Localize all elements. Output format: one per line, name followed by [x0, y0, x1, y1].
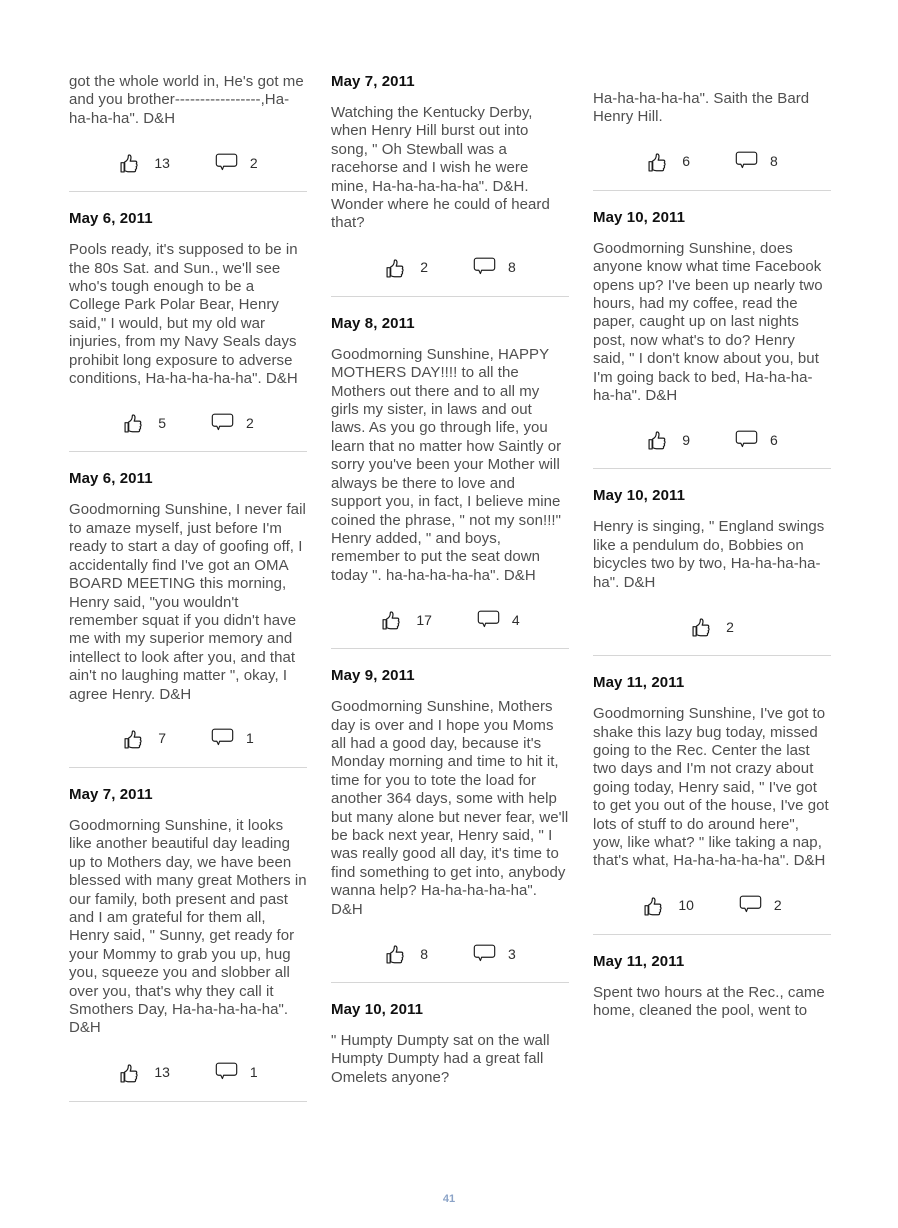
- post: [593, 953, 831, 1021]
- post-text: Henry is singing, " England swings like a pendulum do, Bobbies on bicycles two by two, Ha-ha-ha-ha-ha". D&H: [593, 518, 825, 591]
- column-2: [331, 73, 569, 1102]
- comment-stat: [734, 428, 778, 452]
- post: [593, 90, 831, 175]
- post-text: Ha-ha-ha-ha-ha". Saith the Bard Henry Hill.: [593, 90, 810, 126]
- post: [69, 786, 307, 1086]
- like-stat: [122, 409, 166, 436]
- post-stats: [593, 426, 831, 453]
- comment-count: 2: [773, 897, 782, 914]
- post-stats: [69, 409, 307, 436]
- comment-bubble-icon: [210, 411, 235, 435]
- comment-stat: [476, 608, 520, 632]
- post-divider: [69, 191, 307, 192]
- page-number: 41: [442, 1193, 456, 1205]
- comment-stat: [210, 726, 254, 750]
- post-divider: [331, 982, 569, 983]
- comment-count: 6: [770, 431, 778, 448]
- comment-bubble-icon: [210, 726, 235, 750]
- post-text: Pools ready, it's supposed to be in the 80s Sat. and Sun., we'll see who's tough enough to be a College Park Polar Bear, Henry said," I would, but my old war injuries, from my Navy Seals days prohibit long exposure to adverse conditions, Ha-ha-ha-ha-ha". D&H: [69, 241, 298, 388]
- post-date: May 7, 2011: [331, 73, 415, 90]
- post: [331, 667, 569, 967]
- like-count: 5: [158, 414, 166, 431]
- like-count: 8: [420, 945, 428, 962]
- comment-bubble-icon: [734, 149, 759, 173]
- comment-count: 3: [508, 945, 516, 962]
- post-text: Spent two hours at the Rec., came home, cleaned the pool, went to: [593, 983, 825, 1020]
- thumbs-up-icon: [384, 940, 409, 967]
- like-count: 10: [678, 897, 694, 914]
- comment-bubble-icon: [214, 151, 239, 175]
- post-date: May 10, 2011: [593, 208, 686, 226]
- post-stats: [69, 725, 307, 752]
- post-divider: [593, 190, 831, 191]
- post-stats: [69, 149, 307, 176]
- comment-count: 4: [511, 611, 520, 628]
- comment-count: 8: [508, 259, 516, 276]
- post: [331, 315, 569, 633]
- comment-stat: [214, 1060, 258, 1084]
- post-date: May 11, 2011: [593, 952, 685, 970]
- post-date: May 10, 2011: [593, 487, 686, 505]
- like-stat: [690, 613, 734, 640]
- thumbs-up-icon: [642, 892, 667, 919]
- comment-bubble-icon: [472, 942, 497, 966]
- comment-stat: [734, 149, 778, 173]
- like-stat: [118, 1059, 170, 1086]
- post-stats: [331, 254, 569, 281]
- comment-stat: [472, 255, 516, 279]
- post: [69, 210, 307, 436]
- post-divider: [69, 451, 307, 452]
- like-count: 2: [726, 618, 734, 635]
- post-date: May 6, 2011: [69, 470, 153, 488]
- post-divider: [593, 468, 831, 469]
- thumbs-up-icon: [646, 148, 671, 175]
- post-text: Goodmorning Sunshine, Mothers day is over and I hope you Moms all had a good day, because it's Monday morning and time to hit it, time for you to tote the load for another 364 days, some with help but many alone but never fear, we'll be back next year, Henry said, " I was really good all day, it's time to find something to get into, anybody wanna help? Ha-ha-ha-ha-ha". D&H: [331, 698, 569, 918]
- comment-count: 2: [246, 414, 254, 431]
- post: [593, 674, 831, 919]
- comment-bubble-icon: [476, 608, 501, 632]
- post: [69, 470, 307, 751]
- post-text: Goodmorning Sunshine, I've got to shake this lazy bug today, missed going to the Rec. Center the last two days and I'm not crazy about going today, Henry said, " I've got to get you out of the house, I've got lots of stuff to do around here", yow, like what? " like taking a nap, that's what, Ha-ha-ha-ha-ha". D&H: [593, 705, 829, 870]
- thumbs-up-icon: [384, 254, 409, 281]
- like-count: 2: [420, 259, 428, 276]
- comment-count: 2: [249, 154, 258, 171]
- post-divider: [69, 767, 307, 768]
- post-stats: [69, 1059, 307, 1086]
- comment-count: 8: [770, 153, 778, 170]
- post-date: May 9, 2011: [331, 667, 415, 685]
- thumbs-up-icon: [690, 613, 715, 640]
- post: [593, 209, 831, 454]
- post: [331, 1001, 569, 1087]
- comment-count: 1: [249, 1064, 258, 1081]
- post: [331, 73, 569, 281]
- like-stat: [380, 606, 432, 633]
- comment-bubble-icon: [734, 428, 759, 452]
- like-stat: [642, 892, 694, 919]
- post-date: May 8, 2011: [331, 314, 415, 332]
- like-stat: [384, 254, 428, 281]
- column-3: [593, 73, 831, 1102]
- comment-stat: [210, 411, 254, 435]
- like-count: 17: [416, 611, 432, 628]
- like-count: 9: [682, 431, 690, 448]
- post-text: " Humpty Dumpty sat on the wall Humpty Dumpty had a great fall Omelets anyone?: [331, 1032, 550, 1086]
- post-date: May 11, 2011: [593, 674, 685, 692]
- post-divider: [593, 655, 831, 656]
- post-date: May 6, 2011: [69, 210, 153, 228]
- comment-stat: [472, 942, 516, 966]
- post: [69, 73, 307, 176]
- comment-count: 1: [246, 730, 254, 747]
- like-stat: [646, 426, 690, 453]
- thumbs-up-icon: [122, 725, 147, 752]
- post-stats: [593, 148, 831, 175]
- thumbs-up-icon: [118, 149, 143, 176]
- like-count: 13: [154, 154, 170, 171]
- comment-bubble-icon: [738, 893, 763, 917]
- comment-bubble-icon: [472, 255, 497, 279]
- like-count: 6: [682, 153, 690, 170]
- post-date: May 7, 2011: [69, 785, 153, 803]
- thumbs-up-icon: [380, 606, 405, 633]
- comment-stat: [214, 151, 258, 175]
- post-text: Goodmorning Sunshine, HAPPY MOTHERS DAY!!!! to all the Mothers out there and to all my girls my sister, in laws and out laws. As you go through life, you learn that no matter how Saintly or sorry you've been your Mother will always be there to love and support you, in fact, I believe mine coined the phrase, " not my son!!!" Henry added, " and boys, remember to put the seat down today ". ha-ha-ha-ha-ha". D&H: [331, 345, 562, 584]
- comment-bubble-icon: [214, 1060, 239, 1084]
- post-stats: [331, 606, 569, 633]
- post-divider: [331, 296, 569, 297]
- comment-stat: [738, 893, 782, 917]
- post-text: Goodmorning Sunshine, does anyone know what time Facebook opens up? I've been up nearly two hours, had my coffee, read the paper, caught up on last nights post, now what's to do? Henry said, " I don't know about you, but I'm going back to bed, Ha-ha-ha-ha-ha". D&H: [593, 239, 823, 405]
- post-divider: [69, 1101, 307, 1102]
- post-text: Watching the Kentucky Derby, when Henry Hill burst out into song, " Oh Stewball was a racehorse and I wish he were mine, Ha-ha-ha-ha-ha". D&H. Wonder where he could of heard that?: [331, 104, 550, 232]
- thumbs-up-icon: [122, 409, 147, 436]
- thumbs-up-icon: [646, 426, 671, 453]
- post-stats: [331, 940, 569, 967]
- post-divider: [331, 648, 569, 649]
- post-text: Goodmorning Sunshine, it looks like another beautiful day leading up to Mothers day, we have been blessed with many great Mothers in our family, both present and past and I am grateful for them all, Henry said, " Sunny, get ready for your Mommy to grab you up, hug you, squeeze you and slobber all over you, that's why they call it Smothers Day, Ha-ha-ha-ha-ha". D&H: [69, 816, 307, 1037]
- column-1: [69, 73, 307, 1102]
- like-stat: [384, 940, 428, 967]
- post-stats: [593, 892, 831, 919]
- like-count: 7: [158, 730, 166, 747]
- post-text: Goodmorning Sunshine, I never fail to amaze myself, just before I'm ready to start a day of goofing off, I accidentally find I've got an OMA BOARD MEETING this morning, Henry said, "you wouldn't remember squat if you didn't have me with my superior memory and intellect to look after you, and that ain't no laughing matter ", okay, I agree Henry. D&H: [69, 501, 306, 703]
- post-text: got the whole world in, He's got me and you brother-----------------,Ha-ha-ha-ha". D&H: [69, 73, 304, 127]
- like-count: 13: [154, 1064, 170, 1081]
- like-stat: [646, 148, 690, 175]
- like-stat: [118, 149, 170, 176]
- post: [593, 487, 831, 640]
- post-date: May 10, 2011: [331, 1001, 424, 1018]
- post-stats: [593, 613, 831, 640]
- post-divider: [593, 934, 831, 935]
- like-stat: [122, 725, 166, 752]
- thumbs-up-icon: [118, 1059, 143, 1086]
